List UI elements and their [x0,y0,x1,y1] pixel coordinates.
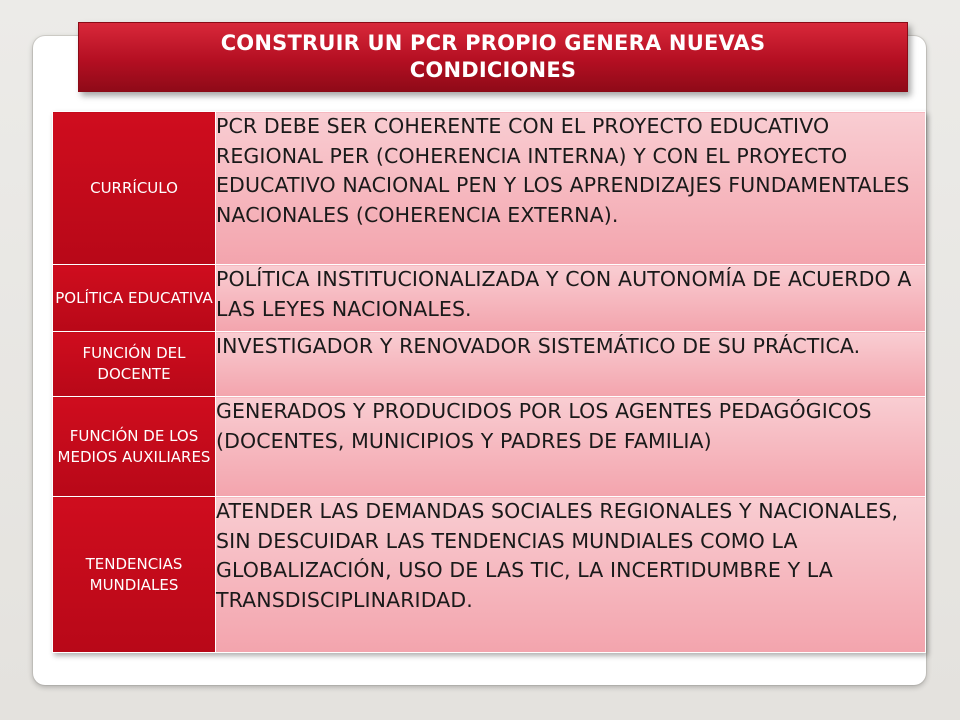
slide-title: CONSTRUIR UN PCR PROPIO GENERA NUEVAS CONDICIONES [78,22,908,92]
table-row [53,112,926,265]
table-row [53,397,926,497]
row-label: FUNCIÓN DE LOS MEDIOS AUXILIARES [53,397,216,497]
row-description: INVESTIGADOR Y RENOVADOR SISTEMÁTICO DE SU PRÁCTICA. [216,332,926,397]
row-description: ATENDER LAS DEMANDAS SOCIALES REGIONALES Y NACIONALES, SIN DESCUIDAR LAS TENDENCIAS MUNDIALES COMO LA GLOBALIZACIÓN, USO DE LAS TIC, LA INCERTIDUMBRE Y LA TRANSDISCIPLINARIDAD. [216,497,926,653]
table-row [53,265,926,332]
row-label: POLÍTICA EDUCATIVA [53,265,216,332]
content-table [52,111,926,653]
row-label: FUNCIÓN DEL DOCENTE [53,332,216,397]
row-description: POLÍTICA INSTITUCIONALIZADA Y CON AUTONOMÍA DE ACUERDO A LAS LEYES NACIONALES. [216,265,926,332]
row-description: PCR DEBE SER COHERENTE CON EL PROYECTO EDUCATIVO REGIONAL PER (COHERENCIA INTERNA) Y CON EL PROYECTO EDUCATIVO NACIONAL PEN Y LOS APRENDIZAJES FUNDAMENTALES NACIONALES (COHERENCIA EXTERNA). [216,112,926,265]
row-label: CURRÍCULO [53,112,216,265]
row-label: TENDENCIAS MUNDIALES [53,497,216,653]
table-row [53,497,926,653]
table-row [53,332,926,397]
row-description: GENERADOS Y PRODUCIDOS POR LOS AGENTES PEDAGÓGICOS (DOCENTES, MUNICIPIOS Y PADRES DE FAMILIA) [216,397,926,497]
